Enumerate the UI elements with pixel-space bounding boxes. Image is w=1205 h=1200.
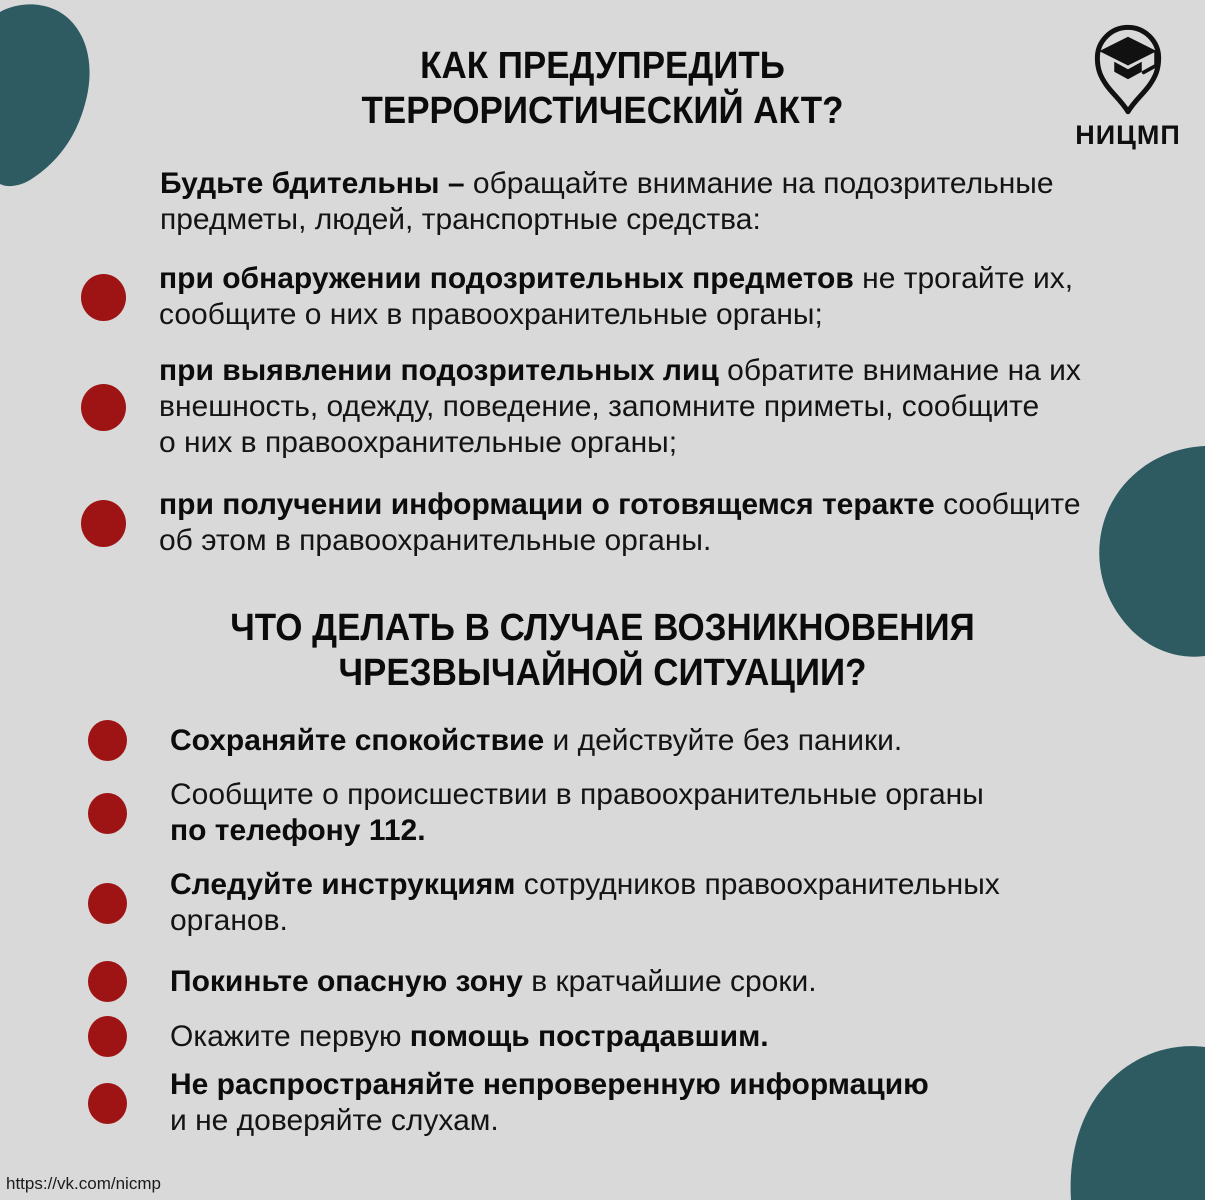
page-title-line2: ТЕРРОРИСТИЧЕСКИЙ АКТ?	[361, 90, 844, 132]
list-item	[88, 720, 1130, 761]
emergency-title-line1: ЧТО ДЕЛАТЬ В СЛУЧАЕ ВОЗНИКНОВЕНИЯ	[230, 607, 975, 649]
list-item	[81, 487, 1119, 559]
bullet-dot	[81, 384, 126, 431]
page-title-line1: КАК ПРЕДУПРЕДИТЬ	[420, 45, 785, 87]
emergency-list	[88, 720, 1130, 1139]
list-item-text: Покиньте опасную зону в кратчайшие сроки.	[170, 964, 817, 998]
page-title	[48, 44, 1157, 134]
list-item	[88, 1016, 1130, 1057]
bullet-dot	[88, 720, 127, 761]
graduation-cap-location-pin-icon	[1079, 18, 1177, 118]
list-item	[81, 353, 1119, 461]
emergency-section-title	[48, 606, 1157, 696]
prevention-list	[81, 261, 1119, 559]
list-item-text: при выявлении подозрительных лиц обратите внимание на их внешность, одежду, поведение, запомните приметы, сообщите о них в правоохранительные органы;	[159, 354, 1081, 459]
bullet-dot	[88, 961, 127, 1002]
list-item-text: Сохраняйте спокойствие и действуйте без паники.	[170, 723, 903, 757]
list-item-text: Не распространяйте непроверенную информацию и не доверяйте слухам.	[170, 1068, 929, 1137]
list-item-text: Следуйте инструкциям сотрудников правоохранительных органов.	[170, 868, 1000, 937]
logo-text: НИЦМП	[1075, 120, 1181, 150]
list-item	[88, 777, 1130, 849]
bullet-dot	[88, 1083, 127, 1124]
bullet-dot	[88, 1016, 127, 1057]
emergency-title-line2: ЧРЕЗВЫЧАЙНОЙ СИТУАЦИИ?	[338, 652, 867, 694]
source-url: https://vk.com/nicmp	[6, 1174, 161, 1193]
bullet-dot	[88, 883, 127, 924]
intro-paragraph: Будьте бдительны – обращайте внимание на подозрительные предметы, людей, транспортные средства:	[160, 167, 1054, 236]
list-item-text: Окажите первую помощь пострадавшим.	[170, 1019, 769, 1053]
bullet-dot	[81, 500, 126, 547]
list-item	[88, 1067, 1130, 1139]
list-item	[88, 961, 1130, 1002]
list-item-text: при получении информации о готовящемся теракте сообщите об этом в правоохранительные органы.	[159, 488, 1081, 557]
bullet-dot	[88, 793, 127, 834]
list-item	[81, 261, 1119, 333]
list-item	[88, 867, 1130, 939]
list-item-text: при обнаружении подозрительных предметов не трогайте их, сообщите о них в правоохранительные органы;	[159, 262, 1074, 331]
logo	[1063, 18, 1193, 151]
list-item-text: Сообщите о происшествии в правоохранительные органы по телефону 112.	[170, 778, 984, 847]
bullet-dot	[81, 274, 126, 321]
